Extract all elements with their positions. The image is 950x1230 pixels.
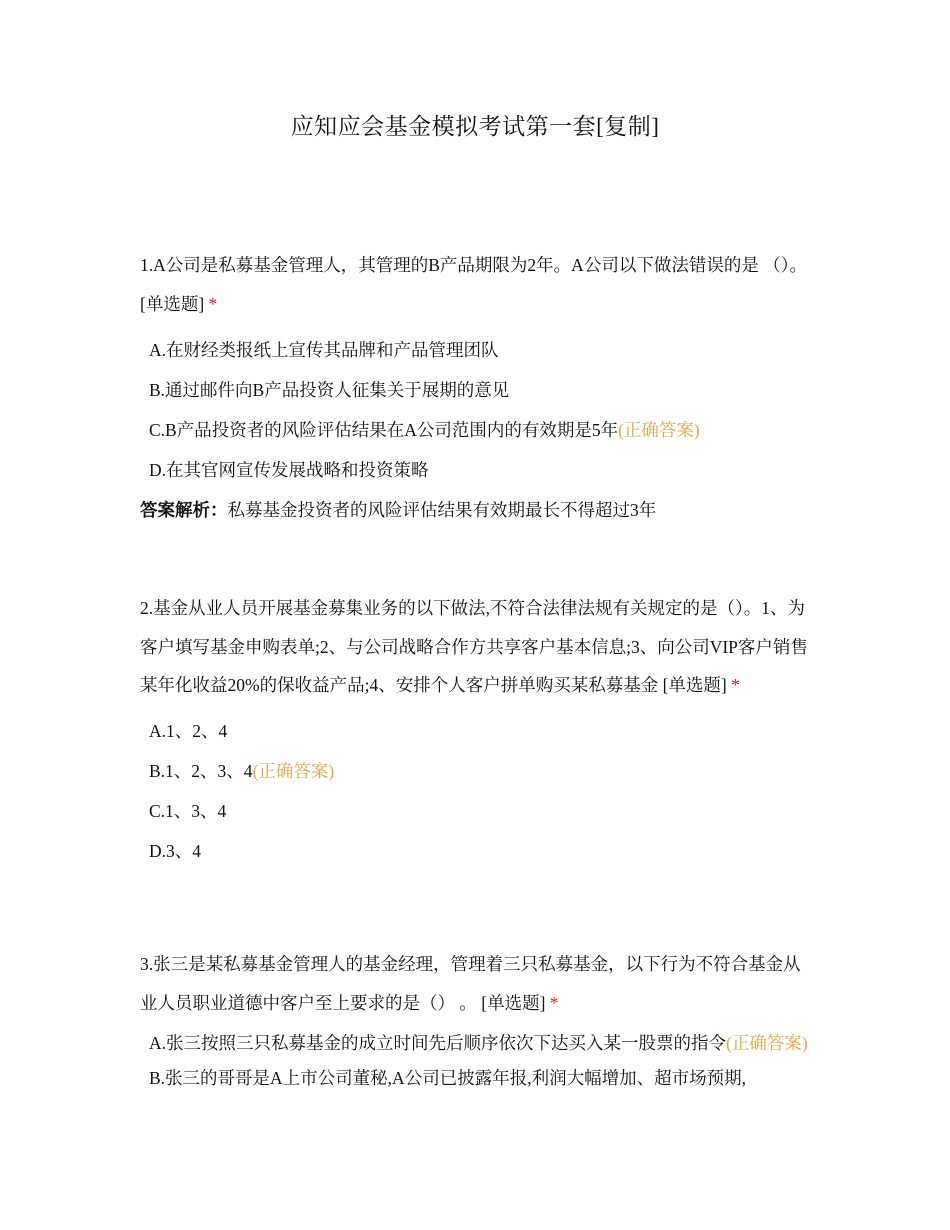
question-text: 3.张三是某私募基金管理人的基金经理，管理着三只私募基金，以下行为不符合基金从业人员职业道德中客户至上要求的是（） 。 [单选题] bbox=[140, 954, 801, 1013]
question-stem bbox=[140, 246, 812, 323]
option-d: D.3、4 bbox=[149, 840, 202, 861]
question-text: 2.基金从业人员开展基金募集业务的以下做法,不符合法律法规有关规定的是（）。1、为客户填写基金申购表单;2、与公司战略合作方共享客户基本信息;3、向公司VIP客户销售某年化收益20%的保收益产品;4、安排个人客户拼单购买某私募基金 [单选题] bbox=[140, 598, 808, 695]
option-a: A.张三按照三只私募基金的成立时间先后顺序依次下达买入某一股票的指令(正确答案) bbox=[149, 1033, 808, 1053]
correct-answer-tag: (正确答案) bbox=[252, 760, 335, 781]
question-3 bbox=[140, 945, 812, 1092]
correct-answer-tag: (正确答案) bbox=[618, 420, 700, 440]
page-title: 应知应会基金模拟考试第一套[复制] bbox=[290, 114, 660, 139]
question-2 bbox=[140, 589, 812, 871]
option-b: B.1、2、3、4(正确答案) bbox=[149, 760, 335, 781]
analysis-text: 私募基金投资者的风险评估结果有效期最长不得超过3年 bbox=[227, 500, 657, 520]
question-1 bbox=[140, 246, 812, 530]
question-text: 1.A公司是私募基金管理人，其管理的B产品期限为2年。A公司以下做法错误的是 （）。 [单选题] bbox=[140, 255, 807, 314]
option-b: B.通过邮件向B产品投资人征集关于展期的意见 bbox=[149, 380, 510, 400]
required-asterisk: * bbox=[731, 675, 740, 695]
question-stem bbox=[140, 589, 812, 705]
required-asterisk: * bbox=[549, 992, 559, 1013]
option-c: C.1、3、4 bbox=[149, 800, 227, 821]
option-a: A.1、2、4 bbox=[149, 720, 228, 741]
answer-analysis bbox=[140, 490, 812, 530]
correct-answer-tag: (正确答案) bbox=[726, 1033, 808, 1053]
option-c: C.B产品投资者的风险评估结果在A公司范围内的有效期是5年(正确答案) bbox=[149, 420, 700, 440]
question-stem bbox=[140, 945, 812, 1022]
option-a: A.在财经类报纸上宣传其品牌和产品管理团队 bbox=[149, 340, 499, 360]
analysis-label: 答案解析： bbox=[140, 500, 228, 520]
option-d: D.在其官网宣传发展战略和投资策略 bbox=[149, 460, 429, 480]
required-asterisk: * bbox=[208, 293, 218, 314]
option-b: B.张三的哥哥是A上市公司董秘,A公司已披露年报,利润大幅增加、超市场预期, bbox=[149, 1068, 746, 1088]
